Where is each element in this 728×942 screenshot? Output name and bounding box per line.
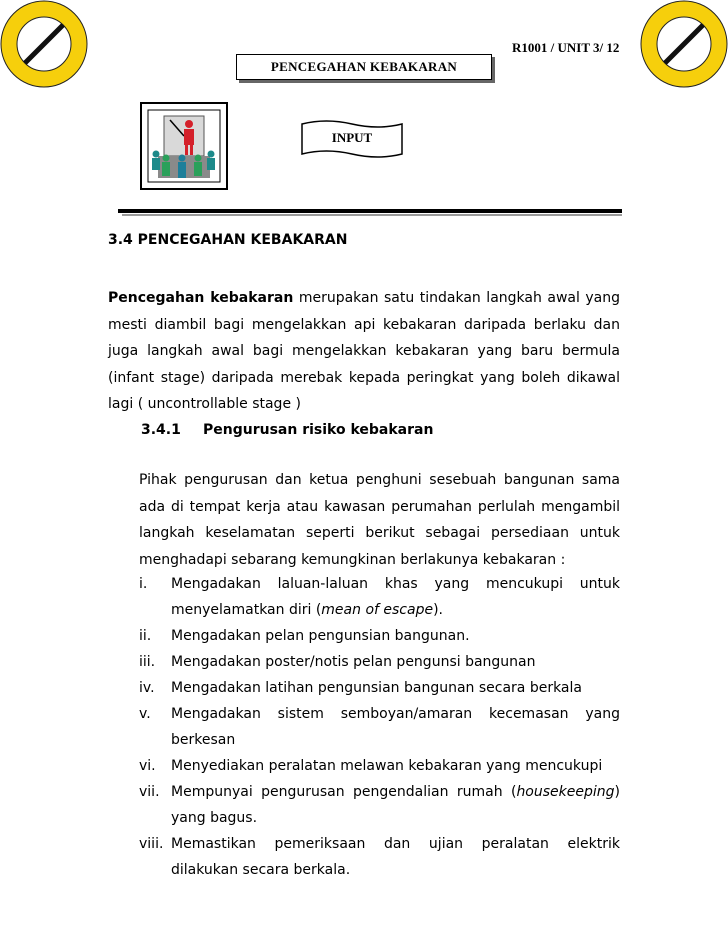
list-item	[139, 623, 620, 649]
list-text: Memastikan pemeriksaan dan ujian peralatan elektrik dilakukan secara berkala.	[171, 836, 620, 878]
header-divider-shadow	[122, 214, 622, 216]
section-heading: 3.4 PENCEGAHAN KEBAKARAN	[108, 232, 348, 248]
page-title-text: PENCEGAHAN KEBAKARAN	[270, 59, 458, 74]
list-text-part: Mempunyai pengurusan pengendalian rumah (	[171, 784, 517, 800]
list-marker: iii.	[139, 654, 156, 670]
intro-text: merupakan satu tindakan langkah awal yang mesti diambil bagi mengelakkan api kebakaran daripada berlaku dan juga langkah awal bagi mengelakkan kebakaran yang baru bermula (infant stage) daripada merebak kepada peringkat yang boleh dikawal lagi ( uncontrollable stage )	[108, 290, 621, 412]
list-text: Menyediakan peralatan melawan kebakaran yang mencukupi	[171, 758, 603, 774]
list-marker: viii.	[139, 836, 164, 852]
list-item	[139, 675, 620, 701]
list-marker: iv.	[139, 680, 155, 696]
list-text-part: Mengadakan laluan-laluan khas yang mencukupi untuk menyelamatkan diri (	[171, 576, 620, 618]
abbyy-badge-right[interactable]	[638, 0, 728, 90]
list-marker: vii.	[139, 784, 160, 800]
list-item	[139, 649, 620, 675]
list-marker: i.	[139, 576, 148, 592]
list-marker: ii.	[139, 628, 152, 644]
list-text	[171, 571, 620, 623]
measures-list	[139, 571, 620, 883]
subsection-title: Pengurusan risiko kebakaran	[203, 422, 434, 438]
intro-bold-term: Pencegahan kebakaran	[108, 290, 294, 306]
list-item	[139, 571, 620, 623]
subsection-heading	[141, 422, 433, 438]
list-text: Mengadakan pelan pengunsian bangunan.	[171, 628, 470, 644]
header-divider	[118, 209, 622, 213]
list-text-part: ) yang bagus.	[171, 784, 620, 826]
list-text-emphasis: housekeeping	[516, 784, 615, 800]
abbyy-badge-left[interactable]	[0, 0, 90, 90]
list-text: Mengadakan sistem semboyan/amaran kecemasan yang berkesan	[171, 706, 620, 748]
input-label: INPUT	[331, 130, 373, 145]
list-text-emphasis: mean of escape	[321, 602, 434, 618]
page-code: R1001 / UNIT 3/ 12	[512, 40, 620, 55]
list-text-part: ).	[433, 602, 443, 618]
list-marker: vi.	[139, 758, 156, 774]
list-text: Mengadakan poster/notis pelan pengunsi bangunan	[171, 654, 536, 670]
subsection-paragraph: Pihak pengurusan dan ketua penghuni sesebuah bangunan sama ada di tempat kerja atau kawasan perumahan perlulah mengambil langkah keselamatan seperti berikut sebagai persediaan untuk menghadapi sebarang kemungkinan berlakunya kebakaran :	[139, 472, 620, 568]
intro-paragraph	[108, 285, 620, 418]
list-text: Mengadakan latihan pengunsian bangunan secara berkala	[171, 680, 582, 696]
list-text	[171, 779, 620, 831]
page-title	[236, 54, 492, 80]
subsection-number: 3.4.1	[141, 422, 181, 438]
list-marker: v.	[139, 706, 151, 722]
list-item	[139, 701, 620, 753]
presentation-icon	[140, 102, 228, 190]
list-item	[139, 779, 620, 831]
list-item	[139, 753, 620, 779]
list-item	[139, 831, 620, 883]
